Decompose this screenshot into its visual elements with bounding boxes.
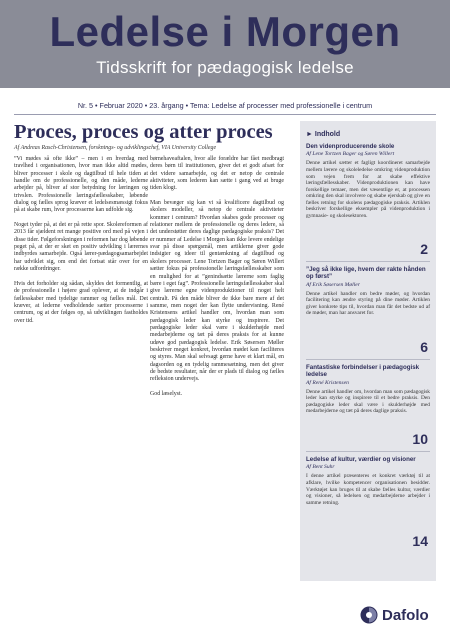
contents-item-summary: I denne artikel præsenteres et konkret værktøj til at afklare, hvilke kompetencer organisationen besidder. Værktøjet kan bruges til at skabe fælles kultur, værdier og visioner, så ledelsen og medarbejderne arbejder i samme retning. (306, 473, 430, 506)
contents-item-title: ”Jeg så ikke lige, hvem der rakte hånden op først” (306, 266, 426, 281)
paragraph: God læselyst. (150, 391, 183, 397)
contents-item-title: Ledelse af kultur, værdier og visioner (306, 456, 416, 463)
divider (14, 114, 436, 115)
contents-item-page: 6 (420, 339, 428, 355)
contents-item-page: 10 (412, 431, 428, 447)
paragraph: Hvis det forholder sig sådan, skyldes det formentlig, at de professionelle i højere grad oplever, at de indgår i fællesskaber med tydelige rammer og fælles mål. Det kræver, at lederne vedholdende sætter processerne i centrum, og at der følges op, så udviklingen fastholdes over tid. (14, 280, 148, 324)
contents-item-page: 14 (412, 533, 428, 549)
contents-item-title: Fantastiske forbindelser i pædagogisk ledelse (306, 364, 420, 379)
contents-sidebar (300, 121, 436, 581)
contents-item[interactable] (306, 364, 430, 415)
article-byline: Af Andreas Rasch-Christensen, forsknings- og udviklingschef, VIA University College (14, 145, 217, 151)
paragraph: ”Vi mødes så ofte ikke” – men i en hverdag med travlhed i organisationen, hvor man ikke altid mødes, bliver processer i skole og dagtilbud til hele tiden at handle om de professionelle, og den måde, lederne arbejder på, bliver af stor betydning for læringen og trivslen. Professionelle læringsfællesskaber, løbende dialog og fælles sprog kræver et ledelsesmæssigt fokus på at skabe rum, hvor processerne kan udfolde sig. (14, 156, 148, 214)
article-column-2 (150, 156, 284, 406)
contents-item-summary: Denne artikel handler om bedre møder, og hvordan facilitering kan ændre styring på dine møder. Artiklen giver konkrete tips til, hvordan man får det bedste ud af de møder, man har ansvaret for. (306, 290, 430, 317)
dafolo-logo-icon (360, 606, 378, 624)
contents-item-summary: Denne artikel handler om, hvordan man som pædagogisk leder kan styrke og inspirere til et bedre praksis. Den pædagogiske leder skal være i skulderhøjde med medarbejderne og tæt på deres daglige praksis. (306, 388, 430, 415)
contents-item[interactable] (306, 143, 430, 219)
divider (306, 359, 430, 360)
masthead-subtitle: Tidsskrift for pædagogisk ledelse (96, 58, 354, 77)
contents-item-title: Den videnproducerende skole (306, 143, 395, 150)
issue-line: Nr. 5 • Februar 2020 • 23. årgang • Tema: Ledelse af processer med professionelle i centrum (77, 101, 373, 110)
paragraph: Noget tyder på, at det er på rette spor. Skolereformen af 2013 får sjældent ret mange positive ord med på vejen i disse tider. Følgeforskningen i reformen har dog løbende peget på, at der er sket en positiv udvikling i lærernes indbyrdes samarbejde. Også lærer-pædagogsamarbejdet har udviklet sig, om end det fortsat står over for en række udfordringer. (14, 222, 148, 273)
divider (306, 261, 430, 262)
contents-item-author: Af Lene Tortzen Bager og Søren Willert (306, 151, 395, 158)
paragraph: Man bevæger sig kan vi så kvalificere dagtilbud og skolers modeller, så netop de centrale aktiviteter kommer i centrum? Hvordan skabes gode processer og relationer mellem de professionelle og deres ledere, så det understøtter deres daglige pædagogiske praksis? Det er nummer af Ledelse i Morgen kan ikke levere endelige svar på disse spørgsmål, men artiklerne giver gode indsigter og ideer til gentænkning af dagtilbud og skolers processer. Lene Tortzen Bager og Søren Willert sætter fokus på professionelle læringsfællesskaber som en mulighed for at ”genindsætte lærerne som faglig bære i eget fag”. Professionelle læringsfællesskaber skal give lærerne egne videnproduktioner til noget helt centralt. På den måde bliver de ikke bare mere af det samme, men noget der kan flytte undervisning. René Kristensens artikel handler om, hvordan man som pædagogisk leder kan styrke og inspirere. Det pædagogiske leder skal være i skulderhøjde med medarbejderne og tæt på deres praksis for at kunne udøve god pædagogisk ledelse. Erik Søsersen Møller beskriver meget konkret, hvordan mødet kan faciliteres og styres. Man skal selvsagt gerne have et klart mål, en dagsorden og en tydelig rammesætning, men det giver de bedste resultater, når der er plads til dialog og fælles refleksion undervejs. (150, 200, 284, 383)
contents-item[interactable] (306, 456, 430, 506)
article-title: Proces, proces og atter proces (14, 121, 273, 143)
contents-item[interactable] (306, 266, 430, 317)
publisher-name: Dafolo (382, 606, 429, 624)
masthead (0, 0, 450, 88)
publisher-logo (360, 606, 429, 624)
paragraph: børnehaveaftalen, hvor alle forældre har fået medbragt deres børn til institutionen, giver det et godt afsæt for det videre samarbejde, og det er netop de centrale aktiviteter, som lederen kan sætte i gang ved at bruge tiden klogt. (150, 156, 284, 192)
contents-item-author: Af Bent Suhr (306, 464, 335, 471)
contents-item-author: Af René Kristensen (306, 379, 349, 386)
contents-item-summary: Denne artikel sætter et fagligt koordineret samarbejde mellem lærere og skoleledelse omkring videnproduktion som vejen frem for at skabe effektive læringsfællesskaber. Videnproduktionen kan have forskellige temaer, men det væsentlige er, at processen omkring den skal involvere og skabe ejerskab og give en fælles retning for skolens pædagogiske praksis. Artiklen beskriver forskellige eksempler på videnproduktion i gymnasie- og skolesektoren. (306, 160, 430, 219)
divider (306, 451, 430, 452)
contents-item-page: 2 (420, 241, 428, 257)
article-column-1 (14, 156, 148, 332)
contents-item-author: Af Erik Søsersen Møller (306, 281, 360, 288)
contents-heading: ► Indhold (306, 131, 341, 138)
masthead-title: Ledelse i Morgen (49, 8, 401, 55)
